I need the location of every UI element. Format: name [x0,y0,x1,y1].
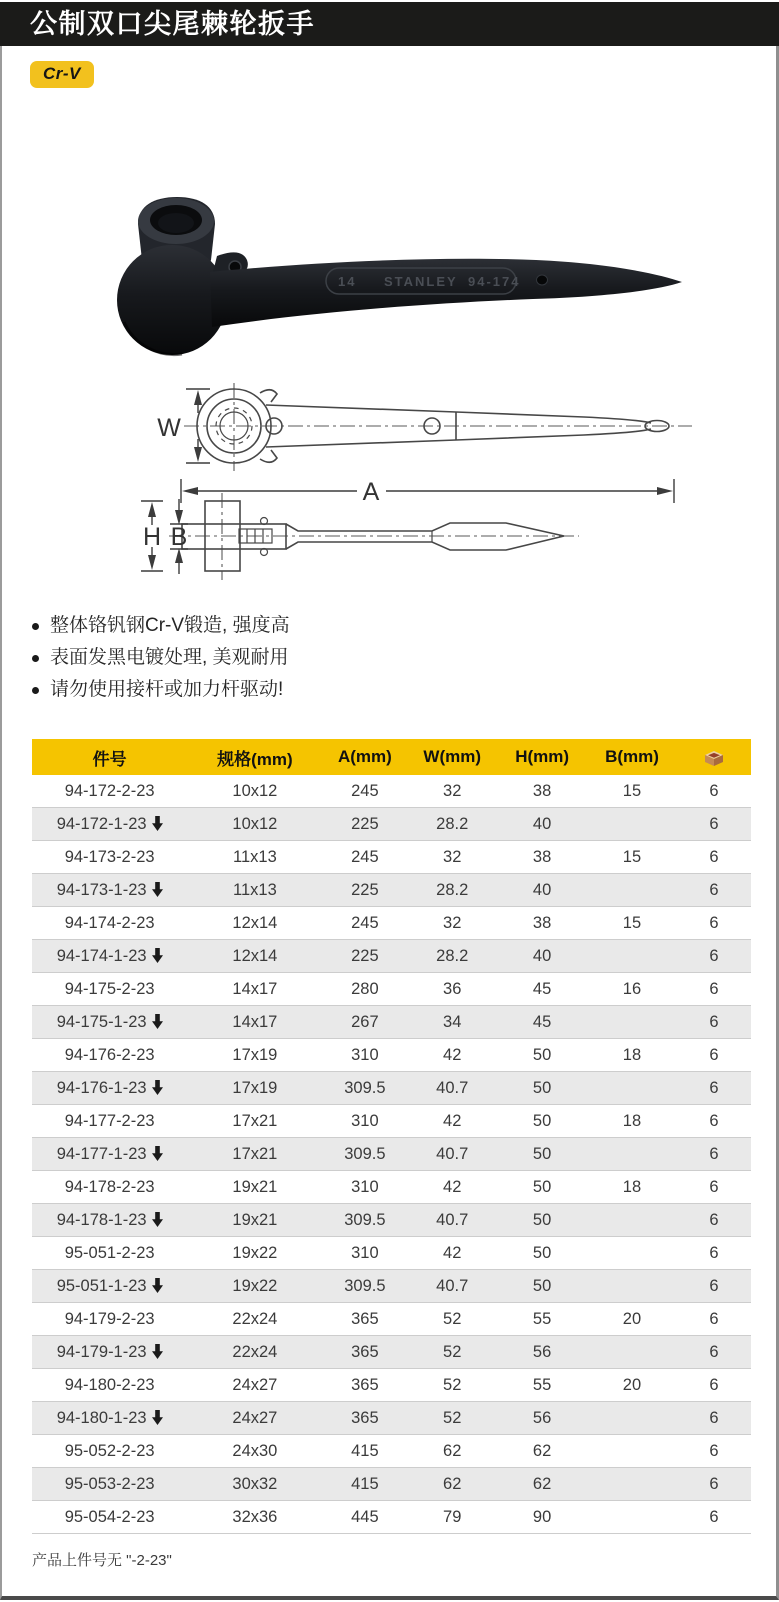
cell-h: 55 [497,1303,587,1336]
table-row [32,973,751,1006]
cell-part-no [32,973,187,1006]
col-header-h: H(mm) [497,739,587,775]
cell-a: 310 [322,1171,407,1204]
part-number-text: 94-173-1-23 [56,880,147,899]
cell-h: 56 [497,1402,587,1435]
cell-w: 42 [407,1171,497,1204]
cell-spec: 11x13 [187,874,322,907]
down-arrow-icon [152,1080,163,1095]
cell-part-no [32,1006,187,1039]
catalog-page [0,2,779,1600]
cell-a: 309.5 [322,1204,407,1237]
table-row [32,1303,751,1336]
cell-b [587,1468,677,1501]
dimension-diagram [114,379,714,594]
cell-a: 310 [322,1105,407,1138]
cell-spec: 30x32 [187,1468,322,1501]
cell-part-no [32,1039,187,1072]
cell-a: 365 [322,1336,407,1369]
cell-qty: 6 [677,1402,751,1435]
cell-b [587,1501,677,1534]
cell-h: 45 [497,1006,587,1039]
page-title-bar [0,2,779,46]
carton-icon [702,749,726,767]
cell-part-no [32,1171,187,1204]
cell-qty: 6 [677,973,751,1006]
cell-b [587,1336,677,1369]
cell-qty: 6 [677,808,751,841]
table-row [32,874,751,907]
table-row [32,1336,751,1369]
cell-b: 18 [587,1105,677,1138]
cell-a: 415 [322,1468,407,1501]
cell-a: 309.5 [322,1072,407,1105]
part-number-text: 94-178-2-23 [64,1177,155,1196]
cell-a: 225 [322,874,407,907]
table-row [32,1237,751,1270]
cell-a: 309.5 [322,1138,407,1171]
cell-spec: 19x21 [187,1171,322,1204]
dim-label-w: W [157,414,181,442]
cell-part-no [32,1369,187,1402]
cell-part-no [32,1105,187,1138]
cell-part-no [32,1303,187,1336]
cell-spec: 11x13 [187,841,322,874]
cell-qty: 6 [677,1237,751,1270]
down-arrow-icon [152,816,163,831]
part-number-text: 95-051-1-23 [56,1276,147,1295]
wrench-photo-illustration [84,180,694,375]
table-row [32,775,751,808]
down-arrow-icon [152,1014,163,1029]
part-number-text: 94-177-1-23 [56,1144,147,1163]
part-number-text: 94-178-1-23 [56,1210,147,1229]
cell-b [587,1402,677,1435]
cell-qty: 6 [677,907,751,940]
cell-spec: 17x21 [187,1105,322,1138]
cell-part-no [32,1138,187,1171]
part-number-text: 94-175-2-23 [64,979,155,998]
cell-part-no [32,841,187,874]
part-number-text: 94-173-2-23 [64,847,155,866]
down-arrow-icon [152,1410,163,1425]
cell-w: 28.2 [407,808,497,841]
cell-part-no [32,940,187,973]
cell-spec: 10x12 [187,775,322,808]
cell-qty: 6 [677,841,751,874]
part-number-text: 95-053-2-23 [64,1474,155,1493]
cell-w: 40.7 [407,1138,497,1171]
cell-qty: 6 [677,1435,751,1468]
cell-spec: 14x17 [187,973,322,1006]
table-row [32,1039,751,1072]
cell-b: 16 [587,973,677,1006]
cell-w: 32 [407,907,497,940]
cell-b [587,940,677,973]
cell-w: 52 [407,1369,497,1402]
cell-b [587,1435,677,1468]
cell-h: 50 [497,1270,587,1303]
cell-spec: 19x22 [187,1237,322,1270]
table-row [32,1501,751,1534]
feature-list [32,610,776,706]
cell-spec: 19x21 [187,1204,322,1237]
cell-part-no [32,874,187,907]
cell-part-no [32,808,187,841]
cell-a: 245 [322,775,407,808]
cell-spec: 22x24 [187,1303,322,1336]
cell-part-no [32,775,187,808]
part-number-text: 94-176-2-23 [64,1045,155,1064]
feature-item [32,642,776,674]
table-row [32,1435,751,1468]
part-number-text: 94-174-1-23 [56,946,147,965]
part-number-text: 94-172-2-23 [64,781,155,800]
cell-qty: 6 [677,1039,751,1072]
cell-qty: 6 [677,1336,751,1369]
cell-spec: 22x24 [187,1336,322,1369]
cell-qty: 6 [677,874,751,907]
cell-qty: 6 [677,1369,751,1402]
cell-b: 15 [587,775,677,808]
cell-part-no [32,1435,187,1468]
cell-w: 42 [407,1105,497,1138]
col-header-spec: 规格(mm) [187,739,322,775]
feature-item [32,674,776,706]
cell-qty: 6 [677,1468,751,1501]
cell-w: 52 [407,1303,497,1336]
cell-b [587,1138,677,1171]
table-row [32,808,751,841]
cell-qty: 6 [677,1270,751,1303]
cell-b [587,808,677,841]
cell-b: 18 [587,1039,677,1072]
down-arrow-icon [152,882,163,897]
feature-text: 表面发黑电镀处理, 美观耐用 [50,647,289,668]
col-header-b: B(mm) [587,739,677,775]
cell-spec: 24x27 [187,1369,322,1402]
bullet-dot [32,623,39,630]
feature-text: 请勿使用接杆或加力杆驱动! [50,679,284,700]
cell-qty: 6 [677,1171,751,1204]
down-arrow-icon [152,1278,163,1293]
cell-w: 42 [407,1039,497,1072]
table-row [32,1369,751,1402]
cell-a: 365 [322,1369,407,1402]
table-row [32,1138,751,1171]
cell-a: 365 [322,1303,407,1336]
cell-part-no [32,1270,187,1303]
table-row [32,907,751,940]
embossed-brand-mark: STANLEY [384,274,458,289]
cell-w: 40.7 [407,1270,497,1303]
cell-h: 62 [497,1468,587,1501]
part-number-text: 94-177-2-23 [64,1111,155,1130]
cell-h: 50 [497,1072,587,1105]
table-header-row [32,739,751,775]
cell-b [587,1237,677,1270]
cell-h: 62 [497,1435,587,1468]
col-header-a: A(mm) [322,739,407,775]
cell-qty: 6 [677,1501,751,1534]
cell-h: 38 [497,775,587,808]
cell-qty: 6 [677,940,751,973]
cell-spec: 12x14 [187,907,322,940]
cell-a: 445 [322,1501,407,1534]
cell-part-no [32,1237,187,1270]
cell-a: 267 [322,1006,407,1039]
cell-a: 280 [322,973,407,1006]
down-arrow-icon [152,1146,163,1161]
col-header-w: W(mm) [407,739,497,775]
cell-spec: 19x22 [187,1270,322,1303]
cell-h: 45 [497,973,587,1006]
cell-qty: 6 [677,1204,751,1237]
cell-h: 50 [497,1171,587,1204]
cell-spec: 24x30 [187,1435,322,1468]
cell-w: 79 [407,1501,497,1534]
cell-b [587,1270,677,1303]
cell-w: 62 [407,1468,497,1501]
cell-h: 90 [497,1501,587,1534]
table-row [32,1468,751,1501]
content-frame [0,46,779,1600]
embossed-size-mark: 14 [338,274,357,289]
part-number-text: 95-051-2-23 [64,1243,155,1262]
cell-b [587,1006,677,1039]
page-title: 公制双口尖尾棘轮扳手 [30,9,315,39]
cell-b: 20 [587,1369,677,1402]
embossed-model-mark: 94-174 [468,274,521,289]
cell-h: 40 [497,808,587,841]
cell-spec: 17x19 [187,1072,322,1105]
cell-a: 225 [322,940,407,973]
cell-b: 15 [587,907,677,940]
col-header-part-no: 件号 [32,739,187,775]
crv-badge: Cr-V [30,61,94,88]
cell-spec: 32x36 [187,1501,322,1534]
bullet-dot [32,655,39,662]
table-row [32,1270,751,1303]
spec-table [32,739,751,1534]
cell-w: 40.7 [407,1072,497,1105]
cell-spec: 17x19 [187,1039,322,1072]
dimension-diagram-svg [114,379,714,594]
feature-item [32,610,776,642]
cell-qty: 6 [677,1303,751,1336]
spec-table-body [32,775,751,1534]
cell-b: 20 [587,1303,677,1336]
cell-a: 310 [322,1039,407,1072]
cell-h: 56 [497,1336,587,1369]
cell-h: 40 [497,940,587,973]
cell-spec: 24x27 [187,1402,322,1435]
cell-h: 50 [497,1204,587,1237]
down-arrow-icon [152,948,163,963]
cell-qty: 6 [677,1105,751,1138]
footnote: 产品上件号无 "-2-23" [32,1552,172,1569]
dim-label-h: H [142,523,162,551]
cell-b: 18 [587,1171,677,1204]
dim-label-b: B [170,523,188,551]
part-number-text: 94-172-1-23 [56,814,147,833]
cell-part-no [32,907,187,940]
bullet-dot [32,687,39,694]
product-photo [84,180,694,375]
table-row [32,1402,751,1435]
cell-part-no [32,1072,187,1105]
down-arrow-icon [152,1212,163,1227]
cell-spec: 12x14 [187,940,322,973]
cell-h: 38 [497,907,587,940]
part-number-text: 94-179-1-23 [56,1342,147,1361]
cell-w: 40.7 [407,1204,497,1237]
cell-h: 38 [497,841,587,874]
feature-text: 整体铬钒钢Cr-V锻造, 强度高 [50,615,290,636]
cell-h: 55 [497,1369,587,1402]
table-row [32,841,751,874]
part-number-text: 94-180-1-23 [56,1408,147,1427]
part-number-text: 94-174-2-23 [64,913,155,932]
cell-spec: 10x12 [187,808,322,841]
table-row [32,1105,751,1138]
cell-a: 310 [322,1237,407,1270]
cell-w: 42 [407,1237,497,1270]
table-row [32,1204,751,1237]
cell-qty: 6 [677,1072,751,1105]
cell-part-no [32,1336,187,1369]
cell-a: 245 [322,907,407,940]
part-number-text: 95-052-2-23 [64,1441,155,1460]
table-row [32,1006,751,1039]
cell-w: 34 [407,1006,497,1039]
cell-spec: 17x21 [187,1138,322,1171]
part-number-text: 94-176-1-23 [56,1078,147,1097]
part-number-text: 94-175-1-23 [56,1012,147,1031]
cell-h: 50 [497,1105,587,1138]
dim-label-a: A [362,478,380,506]
cell-qty: 6 [677,775,751,808]
cell-a: 245 [322,841,407,874]
down-arrow-icon [152,1344,163,1359]
cell-w: 62 [407,1435,497,1468]
cell-a: 225 [322,808,407,841]
cell-w: 28.2 [407,874,497,907]
col-header-carton [677,739,751,775]
cell-w: 28.2 [407,940,497,973]
table-row [32,940,751,973]
cell-w: 32 [407,841,497,874]
table-row [32,1072,751,1105]
cell-w: 32 [407,775,497,808]
cell-b: 15 [587,841,677,874]
cell-h: 50 [497,1039,587,1072]
cell-w: 36 [407,973,497,1006]
cell-w: 52 [407,1336,497,1369]
cell-h: 50 [497,1138,587,1171]
cell-b [587,874,677,907]
cell-spec: 14x17 [187,1006,322,1039]
cell-h: 50 [497,1237,587,1270]
table-row [32,1171,751,1204]
cell-qty: 6 [677,1006,751,1039]
cell-a: 415 [322,1435,407,1468]
cell-b [587,1204,677,1237]
cell-part-no [32,1501,187,1534]
part-number-text: 94-180-2-23 [64,1375,155,1394]
part-number-text: 95-054-2-23 [64,1507,155,1526]
part-number-text: 94-179-2-23 [64,1309,155,1328]
cell-a: 309.5 [322,1270,407,1303]
cell-h: 40 [497,874,587,907]
cell-qty: 6 [677,1138,751,1171]
cell-part-no [32,1402,187,1435]
cell-w: 52 [407,1402,497,1435]
cell-a: 365 [322,1402,407,1435]
cell-part-no [32,1204,187,1237]
cell-b [587,1072,677,1105]
cell-part-no [32,1468,187,1501]
